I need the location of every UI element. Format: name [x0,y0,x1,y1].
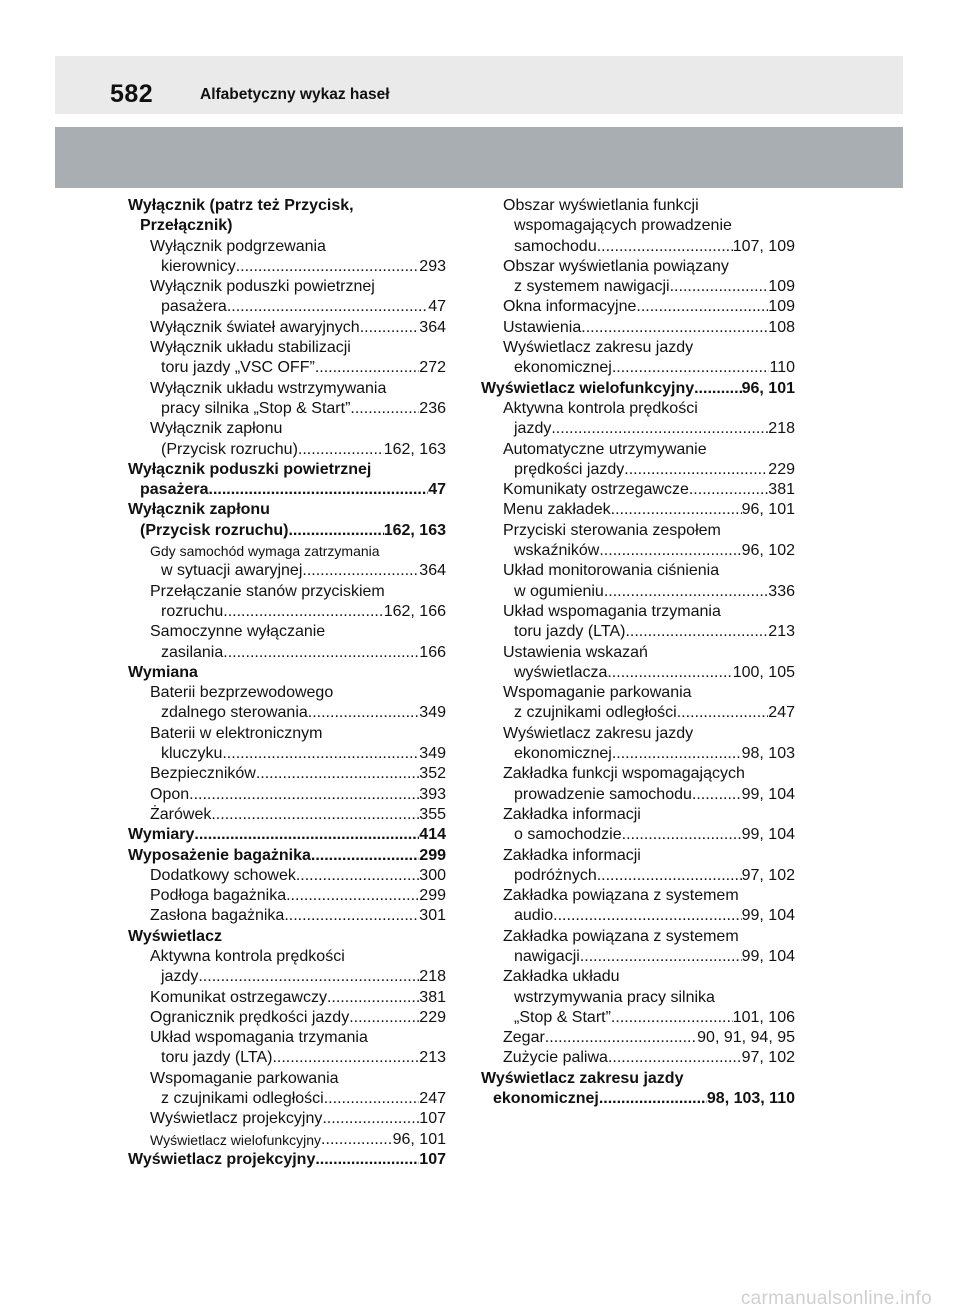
entry-text: kluczyku [161,745,223,763]
page-reference: 107 [419,1110,446,1128]
page-reference: 247 [768,704,795,722]
page-reference: 97, 102 [741,866,795,884]
entry-text: Wyłącznik poduszki powietrznej [150,278,375,296]
index-entry [481,257,795,298]
index-entry [128,805,446,825]
index-entry [128,500,446,541]
entry-text: Wyłącznik zapłonu [128,501,270,519]
entry-text: Obszar wyświetlania funkcji [503,197,699,214]
index-column-left [128,196,446,1170]
entry-text: Wymiana [128,663,198,681]
index-entry [128,1109,446,1129]
entry-text: Wspomaganie parkowania [150,1069,339,1087]
index-entry [481,318,795,338]
entry-text: Przyciski sterowania zespołem [503,521,721,539]
index-entry [128,622,446,663]
page-reference: 301 [419,907,446,925]
dot-leader [302,561,419,581]
page-reference: 352 [419,765,446,783]
dot-leader [360,318,420,338]
entry-text: Podłoga bagażnika [150,887,287,905]
index-entry [128,237,446,278]
index-entry [481,196,795,257]
index-entry [128,338,446,379]
entry-text: Zakładka informacji [503,805,641,823]
entry-text: z czujnikami odległości [161,1090,324,1108]
index-entry [481,846,795,887]
index-entry [128,419,446,460]
page-reference: 107, 109 [732,237,795,255]
index-entry [481,927,795,968]
page-reference: 99, 104 [741,947,795,965]
entry-text: Wyświetlacz projekcyjny [150,1110,323,1128]
page-reference: 349 [419,745,446,763]
page-reference: 101, 106 [732,1008,795,1026]
entry-text: Układ wspomagania trzymania [150,1029,368,1047]
entry-text: Zasłona bagażnika [150,907,285,925]
dot-leader [256,764,419,784]
index-entry [128,866,446,886]
index-entry [481,1048,795,1068]
index-entry [128,1028,446,1069]
page-reference: 110 [769,359,795,377]
entry-text: Wyświetlacz zakresu jazdy [481,1069,684,1087]
page-reference: 90, 91, 94, 95 [697,1029,795,1047]
page-reference: 96, 101 [741,501,795,519]
header-bar [55,56,903,114]
page-reference: 364 [419,562,446,580]
index-entry [481,297,795,317]
entry-text: audio [514,907,554,925]
index-entry [128,886,446,906]
dot-leader [677,703,769,723]
page-reference: 213 [768,623,795,641]
index-entry [128,683,446,724]
page-reference: 414 [419,826,446,844]
index-entry [128,318,446,338]
entry-text: Wyświetlacz wielofunkcyjny [150,1131,322,1148]
dot-leader [222,744,419,764]
dot-leader [692,785,742,805]
section-band [55,127,903,188]
dot-leader [580,947,742,967]
entry-text: podróżnych [514,866,597,884]
dot-leader [551,419,768,439]
page-reference: 300 [419,866,446,884]
dot-leader [545,1028,697,1048]
dot-leader [636,297,768,317]
entry-text: Układ monitorowania ciśnienia [503,562,720,580]
entry-text: Zakładka powiązana z systemem [503,887,739,905]
entry-text: (Przycisk rozruchu) [161,440,298,458]
page-number: 582 [110,80,154,108]
dot-leader [322,1109,419,1129]
page-reference: 47 [428,481,446,499]
entry-text: Wyświetlacz wielofunkcyjny [481,379,695,397]
dot-leader [272,1048,419,1068]
page-reference: 229 [419,1008,446,1026]
entry-text: Wyłącznik układu stabilizacji [150,339,351,357]
entry-text: Wyświetlacz projekcyjny [128,1150,316,1168]
dot-leader [298,440,384,460]
entry-text: Wyłącznik (patrz też Przycisk, [128,197,354,214]
entry-text: samochodu [514,237,597,255]
index-entry [481,886,795,927]
entry-text: ekonomicznej [514,359,612,377]
dot-leader [321,1130,393,1150]
dot-leader [597,866,742,886]
index-entry [128,1069,446,1110]
dot-leader [227,297,428,317]
dot-leader [286,886,419,906]
index-entry [128,988,446,1008]
page-reference: 236 [419,399,446,417]
page-reference: 100, 105 [732,663,795,681]
index-entry [128,1150,446,1170]
dot-leader [288,521,383,541]
entry-text: Opon [150,785,190,803]
page-reference: 162, 166 [383,602,446,620]
entry-text: Przełącznik) [140,217,233,235]
dot-leader [350,399,419,419]
dot-leader [308,703,420,723]
index-entry [128,1008,446,1028]
entry-text: Wyposażenie bagażnika [128,846,311,864]
dot-leader [296,866,419,886]
entry-text: (Przycisk rozruchu) [140,521,289,539]
entry-text: prędkości jazdy [514,460,625,478]
page-reference: 364 [419,318,446,336]
entry-text: Ustawienia [503,318,582,336]
index-entry [128,846,446,866]
index-entry [481,1028,795,1048]
entry-text: wyświetlacza [514,663,608,681]
index-entry [128,541,446,582]
entry-text: ekonomicznej [514,745,612,763]
index-entry [481,440,795,481]
entry-text: „Stop & Start” [514,1008,611,1026]
entry-text: Samoczynne wyłączanie [150,623,326,641]
dot-leader [612,744,742,764]
dot-leader [223,643,419,663]
entry-text: Przełączanie stanów przyciskiem [150,582,385,600]
entry-text: Wyświetlacz zakresu jazdy [503,339,694,357]
index-entry [481,480,795,500]
index-entry [128,825,446,845]
entry-text: Wyświetlacz [128,927,222,945]
index-entry [481,379,795,399]
entry-text: Wyłącznik zapłonu [150,420,283,438]
dot-leader [189,785,419,805]
index-entry [481,805,795,846]
index-entry [481,967,795,1028]
page-reference: 108 [768,318,795,336]
page-reference: 299 [419,887,446,905]
entry-text: Wyłącznik poduszki powietrznej [128,460,372,478]
page-reference: 47 [428,298,446,316]
page-reference: 107 [419,1150,446,1168]
entry-text: toru jazdy (LTA) [514,623,626,641]
index-entry [128,277,446,318]
index-entry [481,500,795,520]
entry-text: Żarówek [150,805,212,823]
entry-text: o samochodzie [514,826,622,844]
entry-text: wstrzymywania pracy silnika [514,988,715,1006]
entry-text: zasilania [161,643,224,661]
page-reference: 218 [768,420,795,438]
dot-leader [670,277,769,297]
entry-text: nawigacji [514,947,580,965]
page-reference: 355 [419,805,446,823]
index-entry [128,947,446,988]
entry-text: rozruchu [161,602,224,620]
page-reference: 99, 104 [741,907,795,925]
dot-leader [612,358,770,378]
entry-text: Ustawienia wskazań [503,643,648,661]
index-entry [481,1069,795,1110]
dot-leader [327,988,419,1008]
entry-text: Baterii w elektronicznym [150,724,323,742]
index-entry [128,764,446,784]
entry-text: pasażera [140,481,209,499]
page-reference: 229 [768,460,795,478]
entry-text: Zakładka informacji [503,846,641,864]
index-entry [128,379,446,420]
dot-leader [198,967,419,987]
index-entry [128,196,446,237]
entry-text: Wyłącznik świateł awaryjnych [150,318,360,336]
index-entry [128,724,446,765]
page-reference: 97, 102 [741,1049,795,1067]
entry-text: Aktywna kontrola prędkości [150,947,345,965]
dot-leader [604,582,768,602]
dot-leader [211,805,419,825]
index-entry [481,643,795,684]
entry-text: w ogumieniu [514,582,604,600]
page-reference: 98, 103 [741,745,795,763]
entry-text: Gdy samochód wymaga zatrzymania [150,543,380,560]
dot-leader [236,257,420,277]
entry-text: Wyświetlacz zakresu jazdy [503,724,694,742]
entry-text: Zegar [503,1029,545,1047]
entry-text: pasażera [161,298,227,316]
entry-text: kierownicy [161,257,236,275]
dot-leader [194,825,419,845]
page-reference: 293 [419,257,446,275]
page-reference: 109 [768,278,795,296]
dot-leader [284,906,419,926]
entry-text: zdalnego sterowania [161,704,308,722]
entry-text: toru jazdy „VSC OFF” [161,359,315,377]
entry-text: Komunikat ostrzegawczy [150,988,327,1006]
page-reference: 109 [768,298,795,316]
entry-text: Wyłącznik układu wstrzymywania [150,379,387,397]
dot-leader [622,825,742,845]
page-reference: 213 [419,1049,446,1067]
entry-text: z czujnikami odległości [514,704,677,722]
index-entry [128,1130,446,1150]
index-entry [481,764,795,805]
dot-leader [311,846,419,866]
entry-text: Aktywna kontrola prędkości [503,399,698,417]
dot-leader [694,379,742,399]
entry-text: Zakładka powiązana z systemem [503,927,739,945]
dot-leader [607,663,732,683]
dot-leader [315,1150,419,1170]
dot-leader [624,460,768,480]
entry-text: ekonomicznej [493,1090,599,1108]
entry-text: Dodatkowy schowek [150,866,296,884]
entry-text: Zużycie paliwa [503,1049,608,1067]
entry-text: Komunikaty ostrzegawcze [503,481,689,499]
page-reference: 166 [419,643,446,661]
dot-leader [553,906,741,926]
entry-text: Zakładka układu [503,968,620,986]
index-entry [481,602,795,643]
page-reference: 299 [419,846,446,864]
index-entry [128,460,446,501]
entry-text: Wymiary [128,826,195,844]
page-reference: 99, 104 [741,785,795,803]
entry-text: pracy silnika „Stop & Start” [161,399,351,417]
dot-leader [599,1089,707,1109]
index-entry [481,521,795,562]
watermark: carmanualsonline.info [740,1288,932,1309]
page-reference: 393 [419,785,446,803]
page-reference: 98, 103, 110 [706,1090,795,1108]
dot-leader [597,237,733,257]
index-entry [128,785,446,805]
entry-text: wskaźników [514,542,600,560]
index-entry [481,561,795,602]
page-reference: 218 [419,968,446,986]
index-entry [481,683,795,724]
dot-leader [349,1008,419,1028]
page-reference: 381 [768,481,795,499]
index-entry [481,724,795,765]
entry-text: prowadzenie samochodu [514,785,692,803]
entry-text: z systemem nawigacji [514,278,670,296]
entry-text: w sytuacji awaryjnej [161,562,303,580]
dot-leader [324,1089,420,1109]
dot-leader [209,480,429,500]
page-reference: 272 [419,359,446,377]
dot-leader [223,602,383,622]
entry-text: Zakładka funkcji wspomagających [503,765,745,783]
index-entry [128,582,446,623]
entry-text: Automatyczne utrzymywanie [503,440,707,458]
dot-leader [625,622,768,642]
entry-text: Układ wspomagania trzymania [503,602,721,620]
index-entry [481,338,795,379]
dot-leader [315,358,419,378]
entry-text: Wspomaganie parkowania [503,684,692,702]
index-column-right [481,196,795,1109]
page-reference: 162, 163 [383,440,446,458]
entry-text: Menu zakładek [503,501,611,519]
entry-text: jazdy [514,420,552,438]
page-reference: 96, 101 [392,1130,446,1148]
dot-leader [581,318,768,338]
entry-text: toru jazdy (LTA) [161,1049,273,1067]
page-reference: 96, 102 [741,542,795,560]
dot-leader [599,541,741,561]
page-reference: 349 [419,704,446,722]
page-reference: 247 [419,1090,446,1108]
index-entry [128,663,446,683]
page-reference: 336 [768,582,795,600]
dot-leader [611,500,742,520]
page-reference: 381 [419,988,446,1006]
entry-text: Bezpieczników [150,765,256,783]
page-reference: 96, 101 [741,379,795,397]
index-entry [128,927,446,947]
entry-text: wspomagających prowadzenie [514,217,732,235]
entry-text: jazdy [161,968,199,986]
page-reference: 162, 163 [383,521,446,539]
entry-text: Okna informacyjne [503,298,637,316]
page-reference: 99, 104 [741,826,795,844]
index-entry [481,399,795,440]
entry-text: Obszar wyświetlania powiązany [503,257,729,275]
dot-leader [611,1008,733,1028]
dot-leader [608,1048,742,1068]
entry-text: Baterii bezprzewodowego [150,684,334,702]
entry-text: Wyłącznik podgrzewania [150,237,326,255]
index-entry [128,906,446,926]
dot-leader [689,480,768,500]
entry-text: Ogranicznik prędkości jazdy [150,1008,350,1026]
page-title: Alfabetyczny wykaz haseł [200,86,390,103]
